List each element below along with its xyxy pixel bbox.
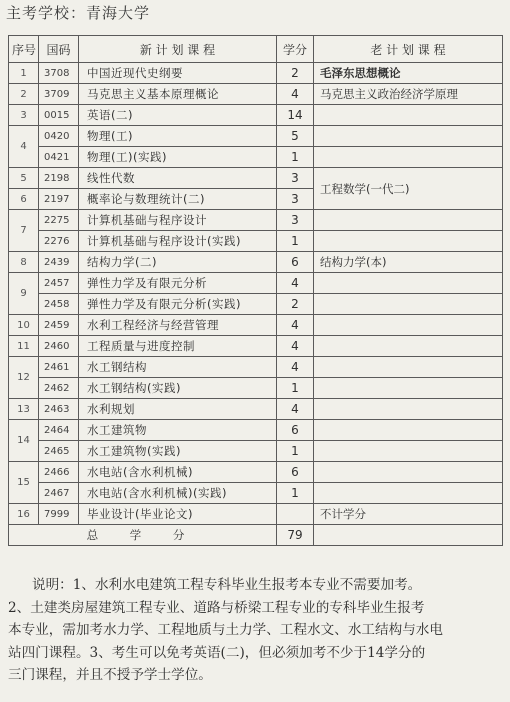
course-row: [9, 147, 503, 168]
code-cell: 2462: [39, 378, 79, 399]
code-cell: 2197: [39, 189, 79, 210]
course-name-cell: 弹性力学及有限元分析: [79, 273, 277, 294]
credit-cell: 3: [277, 210, 314, 231]
course-name-cell: 物理(工): [79, 126, 277, 147]
code-cell: 0015: [39, 105, 79, 126]
seq-cell: 6: [9, 189, 39, 210]
course-row: [9, 399, 503, 420]
seq-cell: 10: [9, 315, 39, 336]
code-cell: 2276: [39, 231, 79, 252]
course-name-cell: 水工建筑物(实践): [79, 441, 277, 462]
credit-cell: 6: [277, 462, 314, 483]
code-cell: 2464: [39, 420, 79, 441]
course-row: [9, 252, 503, 273]
credit-cell: 5: [277, 126, 314, 147]
course-name-cell: 水利规划: [79, 399, 277, 420]
course-name-cell: 水电站(含水利机械): [79, 462, 277, 483]
seq-cell: 14: [9, 420, 39, 462]
code-cell: 0421: [39, 147, 79, 168]
credit-cell: 4: [277, 399, 314, 420]
code-cell: 2458: [39, 294, 79, 315]
old-course-cell: 不计学分: [314, 504, 503, 525]
course-row: [9, 126, 503, 147]
old-course-cell: 工程数学(一代二): [314, 168, 503, 210]
code-cell: 2460: [39, 336, 79, 357]
seq-cell: 4: [9, 126, 39, 168]
old-course-cell: [314, 294, 503, 315]
credit-cell: 1: [277, 231, 314, 252]
seq-cell: 2: [9, 84, 39, 105]
course-row: [9, 462, 503, 483]
old-course-cell: [314, 231, 503, 252]
credit-cell: 4: [277, 315, 314, 336]
credit-cell: 6: [277, 420, 314, 441]
course-name-cell: 工程质量与进度控制: [79, 336, 277, 357]
credit-cell: 3: [277, 168, 314, 189]
course-name-cell: 水工钢结构(实践): [79, 378, 277, 399]
course-name-cell: 线性代数: [79, 168, 277, 189]
course-name-cell: 计算机基础与程序设计: [79, 210, 277, 231]
course-row: [9, 378, 503, 399]
old-course-cell: [314, 441, 503, 462]
course-row: [9, 231, 503, 252]
credit-cell: 6: [277, 252, 314, 273]
credit-cell: 3: [277, 189, 314, 210]
seq-cell: 1: [9, 63, 39, 84]
seq-cell: 9: [9, 273, 39, 315]
old-course-cell: 马克思主义政治经济学原理: [314, 84, 503, 105]
credit-cell: 14: [277, 105, 314, 126]
seq-cell: 8: [9, 252, 39, 273]
course-name-cell: 水电站(含水利机械)(实践): [79, 483, 277, 504]
course-name-cell: 水工建筑物: [79, 420, 277, 441]
seq-cell: 7: [9, 210, 39, 252]
code-cell: 2457: [39, 273, 79, 294]
course-row: [9, 273, 503, 294]
credit-cell: 4: [277, 273, 314, 294]
header-old-course: 老 计 划 课 程: [314, 36, 503, 63]
old-course-cell: [314, 210, 503, 231]
note-line: 站四门课程。3、考生可以免考英语(二)，但必须加考不少于14学分的: [8, 644, 426, 661]
course-name-cell: 结构力学(二): [79, 252, 277, 273]
course-row: [9, 357, 503, 378]
code-cell: 2466: [39, 462, 79, 483]
old-course-cell: [314, 336, 503, 357]
seq-cell: 15: [9, 462, 39, 504]
table-header-row: [9, 36, 503, 63]
seq-cell: 5: [9, 168, 39, 189]
old-course-cell: [314, 462, 503, 483]
course-rows: [9, 63, 503, 525]
old-course-cell: [314, 483, 503, 504]
course-name-cell: 物理(工)(实践): [79, 147, 277, 168]
seq-cell: 11: [9, 336, 39, 357]
credit-cell: 1: [277, 441, 314, 462]
seq-cell: 13: [9, 399, 39, 420]
code-cell: 2461: [39, 357, 79, 378]
course-row: [9, 294, 503, 315]
old-course-cell: [314, 420, 503, 441]
code-cell: 2459: [39, 315, 79, 336]
course-row: [9, 84, 503, 105]
old-course-cell: [314, 357, 503, 378]
course-name-cell: 水利工程经济与经营管理: [79, 315, 277, 336]
header-new-course: 新 计 划 课 程: [79, 36, 277, 63]
old-course-cell: [314, 378, 503, 399]
course-row: [9, 315, 503, 336]
header-code: 国码: [39, 36, 79, 63]
seq-cell: 12: [9, 357, 39, 399]
note-line: 2、土建类房屋建筑工程专业、道路与桥梁工程专业的专科毕业生报考: [8, 599, 425, 616]
credit-cell: 1: [277, 483, 314, 504]
credit-cell: 1: [277, 378, 314, 399]
seq-cell: 3: [9, 105, 39, 126]
old-course-cell: 毛泽东思想概论: [314, 63, 503, 84]
credit-cell: [277, 504, 314, 525]
code-cell: 0420: [39, 126, 79, 147]
course-name-cell: 概率论与数理统计(二): [79, 189, 277, 210]
course-name-cell: 弹性力学及有限元分析(实践): [79, 294, 277, 315]
note-line: 三门课程，并且不授予学士学位。: [8, 667, 212, 684]
course-name-cell: 马克思主义基本原理概论: [79, 84, 277, 105]
note-line: 本专业，需加考水力学、工程地质与土力学、工程水文、水工结构与水电: [8, 622, 443, 639]
course-row: [9, 168, 503, 189]
course-row: [9, 483, 503, 504]
code-cell: 2198: [39, 168, 79, 189]
course-row: [9, 210, 503, 231]
course-name-cell: 毕业设计(毕业论文): [79, 504, 277, 525]
course-row: [9, 105, 503, 126]
school-title: 主考学校：青海大学: [6, 4, 151, 22]
total-credit: 79: [277, 525, 314, 546]
code-cell: 7999: [39, 504, 79, 525]
old-course-cell: [314, 399, 503, 420]
credit-cell: 2: [277, 294, 314, 315]
credit-cell: 1: [277, 147, 314, 168]
note-line: 说明：1、水利水电建筑工程专科毕业生报考本专业不需要加考。: [32, 577, 422, 593]
code-cell: 2467: [39, 483, 79, 504]
explanation-note: [8, 574, 504, 687]
seq-cell: 16: [9, 504, 39, 525]
code-cell: 3708: [39, 63, 79, 84]
credit-cell: 4: [277, 84, 314, 105]
old-course-cell: [314, 105, 503, 126]
total-row: [9, 525, 503, 546]
course-name-cell: 中国近现代史纲要: [79, 63, 277, 84]
credit-cell: 4: [277, 357, 314, 378]
old-course-cell: [314, 273, 503, 294]
header-seq: 序号: [9, 36, 39, 63]
header-credit: 学分: [277, 36, 314, 63]
code-cell: 2439: [39, 252, 79, 273]
course-row: [9, 441, 503, 462]
old-course-cell: [314, 315, 503, 336]
code-cell: 2463: [39, 399, 79, 420]
course-plan-table: [8, 35, 503, 546]
course-name-cell: 计算机基础与程序设计(实践): [79, 231, 277, 252]
total-label: 总 学 分: [9, 525, 277, 546]
old-course-cell: [314, 147, 503, 168]
old-course-cell: [314, 126, 503, 147]
code-cell: 2465: [39, 441, 79, 462]
code-cell: 2275: [39, 210, 79, 231]
credit-cell: 2: [277, 63, 314, 84]
course-row: [9, 336, 503, 357]
credit-cell: 4: [277, 336, 314, 357]
course-name-cell: 英语(二): [79, 105, 277, 126]
total-old-cell: [314, 525, 503, 546]
course-name-cell: 水工钢结构: [79, 357, 277, 378]
old-course-cell: 结构力学(本): [314, 252, 503, 273]
course-row: [9, 504, 503, 525]
course-row: [9, 420, 503, 441]
code-cell: 3709: [39, 84, 79, 105]
course-row: [9, 63, 503, 84]
